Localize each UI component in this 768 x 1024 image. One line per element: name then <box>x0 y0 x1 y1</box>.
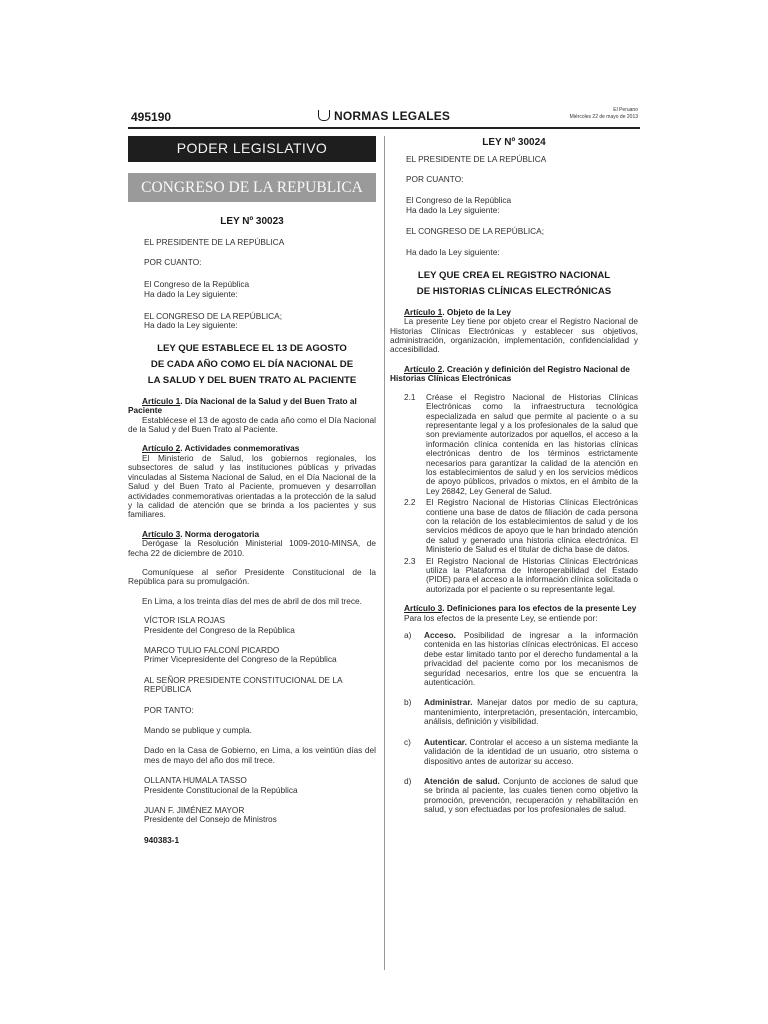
logo-emblem-icon <box>318 110 330 121</box>
article-title: . Norma derogatoria <box>180 528 260 539</box>
article-title: . Creación y definición del Registro Nacional de Historias Clínicas Electrónicas <box>390 363 630 384</box>
definition-text <box>424 738 638 766</box>
definition-item <box>390 698 638 726</box>
definition-item <box>390 631 638 687</box>
article-1-text: La presente Ley tiene por objeto crear el Registro Nacional de Historias Clínicas Electrónicas y establecer sus objetivos, administración, organización, implementación, confidencialidad y accesibilidad. <box>390 316 638 355</box>
footer-number: 940383-1 <box>144 834 180 845</box>
article-2-items <box>390 393 638 595</box>
numbered-item <box>390 393 638 496</box>
law-title-line: LEY QUE CREA EL REGISTRO NACIONAL <box>417 269 611 281</box>
item-text: El Registro Nacional de Historias Clínicas Electrónicas contiene una base de datos de filiación de cada persona con la relación de los establecimientos de salud y de los servicios médicos de apoyo que le han brindado atención de salud y generado una historia clínica electrónica. El Ministerio de Salud es el titular de dicha base de datos. <box>426 497 638 555</box>
poder-legislativo-banner: PODER LEGISLATIVO <box>128 136 376 162</box>
definition-text <box>424 631 638 687</box>
signer-role: Presidente Constitucional de la República <box>144 784 298 795</box>
article-1-text: Establécese el 13 de agosto de cada año como el Día Nacional de la Salud y del Buen Trato al Paciente. <box>128 414 376 435</box>
definition-term: Acceso. <box>424 630 456 641</box>
definition-item <box>390 738 638 766</box>
signer-name: OLLANTA HUMALA TASSO <box>144 775 247 786</box>
article-label: Artículo 1 <box>142 395 181 406</box>
law-number: LEY Nº 30023 <box>220 216 284 227</box>
signer-name: JUAN F. JIMÉNEZ MAYOR <box>144 805 245 816</box>
article-2-heading <box>390 365 638 384</box>
congreso-rep-line: EL CONGRESO DE LA REPÚBLICA; <box>406 226 545 237</box>
signer-name: MARCO TULIO FALCONÍ PICARDO <box>144 644 280 655</box>
dado-line: Ha dado la Ley siguiente: <box>144 288 238 299</box>
definition-letter: a) <box>404 630 412 641</box>
signer-role: Presidente del Consejo de Ministros <box>144 814 277 825</box>
comuniquese-text: Comuníquese al señor Presidente Constitucional de la República para su promulgación. <box>128 566 376 587</box>
item-number: 2.2 <box>404 497 416 508</box>
definition-body: Manejar datos por medio de su captura, mantenimiento, interpretación, presentación, intercambio, análisis, definición y visibilidad. <box>424 697 638 727</box>
page-number: 495190 <box>131 110 172 124</box>
congreso-line: El Congreso de la República <box>144 279 250 290</box>
congreso-line: El Congreso de la República <box>406 195 512 206</box>
definition-body: Posibilidad de ingresar a la información contenida en las historias clínicas electrónicas. El acceso debe estar limitado tanto por el derecho fundamental a la privacidad del paciente como por los mecanismos de seguridad necesarios, entre los que se encuentra la autenticación. <box>424 630 638 688</box>
president-line: EL PRESIDENTE DE LA REPÚBLICA <box>406 154 547 165</box>
en-lima-text: En Lima, a los treinta días del mes de abril de dos mil trece. <box>142 595 362 606</box>
signer-role: Presidente del Congreso de la República <box>144 624 295 635</box>
por-cuanto: POR CUANTO: <box>406 173 464 184</box>
item-text: El Registro Nacional de Historias Clínicas Electrónicas utiliza la Plataforma de Interoperabilidad del Estado (PIDE) para el acceso a la información clínica solicitada o autorizada por el paciente o su representante legal. <box>426 555 638 594</box>
definitions-list <box>390 631 638 815</box>
definition-body: Controlar el acceso a un sistema mediante la validación de la identidad de un usuario, otro sistema o dispositivo antes de autorizar su acceso. <box>424 736 638 766</box>
article-label: Artículo 1 <box>404 306 443 317</box>
definition-text <box>424 698 638 726</box>
law-title-line: LA SALUD Y DEL BUEN TRATO AL PACIENTE <box>147 374 357 386</box>
article-2-text: El Ministerio de Salud, los gobiernos regionales, los subsectores de salud y las instituciones públicas y privadas vinculadas al Sistema Nacional de Salud, en el Día Nacional de la Salud y del Buen Trato al Paciente, promueven y desarrollan actividades conmemorativas orientadas a la protección de la salud y la calidad de atención que se brinda a los pacientes y sus familiares. <box>128 452 376 520</box>
signature-block <box>128 806 376 825</box>
article-label: Artículo 3 <box>142 528 181 539</box>
article-title: . Actividades conmemorativas <box>180 443 300 454</box>
dado-casa-text: Dado en la Casa de Gobierno, en Lima, a los veintiún días del mes de mayo del año dos mil trece. <box>144 745 376 765</box>
numbered-item <box>390 557 638 595</box>
article-title: . Día Nacional de la Salud y del Buen Trato al Paciente <box>128 395 357 416</box>
dado-line-2: Ha dado la Ley siguiente: <box>144 320 238 331</box>
newspaper-page <box>128 102 640 972</box>
definition-term: Administrar. <box>424 697 473 708</box>
logo-text: NORMAS LEGALES <box>334 109 451 123</box>
numbered-item <box>390 498 638 554</box>
header-rule <box>128 127 640 129</box>
article-label: Artículo 3 <box>404 603 443 614</box>
congreso-rep-line: EL CONGRESO DE LA REPÚBLICA; <box>144 311 283 322</box>
definition-letter: b) <box>404 697 412 708</box>
newspaper-name: El Peruano <box>613 107 638 113</box>
signature-block <box>128 646 376 665</box>
item-number: 2.3 <box>404 555 416 566</box>
definition-letter: d) <box>404 775 412 786</box>
dado-line-2: Ha dado la Ley siguiente: <box>406 247 500 258</box>
law-title <box>128 341 376 389</box>
article-label: Artículo 2 <box>142 443 181 454</box>
signer-name: VÍCTOR ISLA ROJAS <box>144 615 225 626</box>
left-column <box>128 136 376 845</box>
signer-role: Primer Vicepresidente del Congreso de la República <box>144 654 337 665</box>
mando-text: Mando se publique y cumpla. <box>144 725 252 735</box>
law-title-line: DE HISTORIAS CLÍNICAS ELECTRÓNICAS <box>416 285 612 297</box>
law-number: LEY Nº 30024 <box>482 137 546 148</box>
por-tanto: POR TANTO: <box>144 704 194 715</box>
definition-term: Atención de salud. <box>424 775 500 786</box>
definition-text <box>424 777 638 815</box>
item-text: Créase el Registro Nacional de Historias Clínicas Electrónicas como la infraestructura tecnológica especializada en salud que permite al paciente o a su representante legal y a los profesionales de la salud que son previamente autorizados por aquellos, el acceso a la información clínica contenida en las historias clínicas electrónicas dentro de los términos estrictamente necesarios para garantizar la calidad de la atención en los establecimientos de salud y en los servicios médicos de apoyo públicos, privados o mixtos, en el ámbito de la Ley 26842, Ley General de Salud. <box>426 391 638 496</box>
law-title-line: DE CADA AÑO COMO EL DÍA NACIONAL DE <box>150 358 354 370</box>
article-label: Artículo 2 <box>404 363 443 374</box>
por-cuanto: POR CUANTO: <box>144 256 202 267</box>
article-3-text: Derógase la Resolución Ministerial 1009-2010-MINSA, de fecha 22 de diciembre de 2010. <box>128 538 376 558</box>
signature-block <box>128 776 376 795</box>
normas-legales-logo <box>318 109 450 123</box>
definition-body: Conjunto de acciones de salud que se brinda al paciente, las cuales tienen como objetivo la promoción, prevención, recuperación y rehabilitación en salud, y son efectuadas por los profesionales de salud. <box>424 775 638 815</box>
definition-term: Autenticar. <box>424 736 467 747</box>
column-separator <box>384 136 385 970</box>
item-number: 2.1 <box>404 391 416 402</box>
law-title <box>390 268 638 300</box>
publication-date: Miércoles 22 de mayo de 2013 <box>569 114 638 120</box>
right-column <box>390 136 638 826</box>
definition-item <box>390 777 638 815</box>
signature-block <box>128 616 376 635</box>
law-title-line: LEY QUE ESTABLECE EL 13 DE AGOSTO <box>157 342 347 354</box>
definition-letter: c) <box>404 736 411 747</box>
dado-line: Ha dado la Ley siguiente: <box>406 204 500 215</box>
president-line: EL PRESIDENTE DE LA REPÚBLICA <box>144 237 285 248</box>
article-title: . Definiciones para los efectos de la presente Ley <box>442 603 637 614</box>
article-1-heading <box>128 397 376 416</box>
congreso-banner: CONGRESO DE LA REPUBLICA <box>128 173 376 202</box>
article-3-text: Para los efectos de la presente Ley, se entiende por: <box>404 612 598 623</box>
al-senor-text: AL SEÑOR PRESIDENTE CONSTITUCIONAL DE LA REPÚBLICA <box>144 674 343 695</box>
header-info <box>570 107 638 121</box>
article-title: . Objeto de la Ley <box>442 306 511 317</box>
